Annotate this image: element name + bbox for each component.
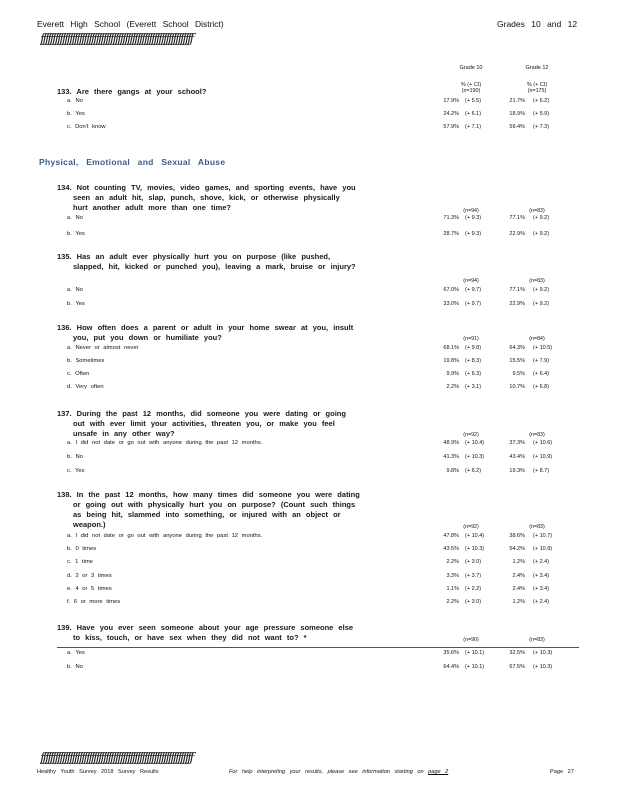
grade10-ci: (+ 5.5) [465, 98, 482, 104]
grade12-percent: 1.2% [512, 559, 525, 566]
grade12-percent: 10.7% [509, 384, 525, 390]
grade12-percent: 2.4% [512, 585, 525, 592]
grade12-ci: (+ 7.9) [533, 358, 550, 364]
footer-page-number: Page 27 [550, 769, 574, 775]
q138-line-4: weapon.) [73, 520, 106, 529]
grade10-ci: (+ 9.3) [465, 215, 482, 221]
q136-line-2: you, put you down or humiliate you? [73, 333, 222, 342]
answer-option-label: b. No [67, 664, 83, 670]
grade12-ci: (+ 10.9) [533, 546, 553, 553]
q138-line-2: or going out with physically hurt you on purpose? (Count such things [73, 500, 356, 509]
grade12-ci: (+ 2.4) [533, 559, 550, 566]
grade12-ci-label: % (+ CI) [526, 82, 548, 88]
grade10-column-header: Grade 10 [459, 65, 483, 71]
grade12-ci: (+ 7.3) [533, 124, 550, 130]
footer-survey-title: Healthy Youth Survey 2018 Survey Results [37, 769, 159, 775]
grade12-percent: 22.9% [509, 301, 525, 307]
answer-option-label: a. Never or almost never [67, 345, 139, 351]
grade10-ci: (+ 10.3) [465, 546, 485, 553]
grade12-ci: (+ 6.2) [533, 98, 550, 104]
grade10-ci: (+ 10.1) [465, 650, 485, 656]
q139-line-2: to kiss, touch, or have sex when they did not want to? * [73, 633, 307, 642]
footer-help-text [229, 769, 448, 775]
q138-line-3: as being hit, slammed into something, or injured with an object or [73, 510, 341, 519]
grade10-percent: 48.9% [443, 440, 459, 446]
q138-line-1: 138. In the past 12 months, how many times did someone you were dating [57, 490, 360, 499]
grade10-percent: 33.0% [443, 301, 459, 307]
grades-label: Grades 10 and 12 [497, 19, 578, 29]
section-title: Physical, Emotional and Sexual Abuse [39, 157, 226, 167]
grade10-ci: (+ 6.2) [465, 468, 482, 474]
grade12-percent: 21.7% [509, 98, 525, 104]
grade10-ci: (+ 9.8) [465, 345, 482, 351]
q135-n-grade12: (n=83) [529, 278, 545, 284]
q133-n-grade12: (n=175) [527, 88, 547, 94]
q134-line-3: hurt another adult more than one time? [73, 203, 232, 212]
grade10-percent: 2.2% [446, 559, 459, 566]
grade10-percent: 9.9% [446, 371, 459, 377]
q134-line-2: seen an adult hit, slap, punch, shove, kick, or otherwise physically [73, 193, 340, 202]
q134-line-1: 134. Not counting TV, movies, video games, and sporting events, have you [57, 183, 356, 192]
answer-option-label: b. 0 times [67, 546, 97, 553]
grade10-percent: 71.3% [443, 215, 459, 221]
question-135-text [57, 252, 356, 272]
answer-option-label: c. Often [67, 371, 90, 377]
q135-line-2: slapped, hit, kicked or punched you), leaving a mark, bruise or injury? [73, 262, 356, 271]
q137-n-grade10: (n=92) [463, 432, 479, 438]
grade12-ci: (+ 10.9) [533, 454, 553, 460]
grade12-ci: (+ 8.7) [533, 468, 550, 474]
grade12-percent: 1.2% [512, 599, 525, 605]
answer-option-label: c. Yes [67, 468, 85, 474]
answer-option-label: c. 1 time [67, 559, 93, 566]
answer-option-label: c. Don't know [67, 124, 106, 130]
grade12-ci: (+ 2.4) [533, 599, 550, 605]
grade12-ci: (+ 6.4) [533, 371, 550, 377]
q136-n-grade10: (n=91) [463, 336, 479, 342]
question-133-text: 133. Are there gangs at your school? [57, 87, 207, 96]
grade12-percent: 22.9% [509, 231, 525, 237]
grade10-ci: (+ 2.2) [465, 585, 482, 592]
grade10-ci: (+ 3.7) [465, 572, 482, 579]
grade10-percent: 35.6% [443, 650, 459, 656]
grade10-ci: (+ 3.0) [465, 559, 482, 566]
q137-line-2: out with ever limit your activities, threaten you, or make you feel [73, 419, 335, 428]
grade12-ci: (+ 3.4) [533, 585, 550, 592]
answer-option-label: d. 2 or 3 times [67, 572, 112, 579]
footer-page-link[interactable]: page 2 [428, 769, 449, 775]
grade10-percent: 47.8% [443, 533, 459, 539]
grade12-percent: 2.4% [512, 572, 525, 579]
q138-n-grade12: (n=83) [529, 524, 545, 530]
grade12-percent: 67.5% [509, 664, 525, 670]
grade12-ci: (+ 10.7) [533, 533, 553, 539]
answer-option-label: a. No [67, 98, 83, 104]
grade10-ci: (+ 9.3) [465, 231, 482, 237]
answer-option-label: d. Very often [67, 384, 104, 390]
grade12-percent: 59.4% [509, 124, 525, 130]
grade12-percent: 15.5% [509, 358, 525, 364]
grade10-ci: (+ 3.1) [465, 384, 482, 390]
grade10-percent: 67.0% [443, 287, 459, 293]
grade12-ci: (+ 6.8) [533, 384, 550, 390]
grade10-percent: 1.1% [446, 585, 459, 592]
grade12-ci: (+ 9.2) [533, 231, 550, 237]
grade10-ci: (+ 8.3) [465, 358, 482, 364]
grade10-ci: (+ 10.4) [465, 533, 485, 539]
answer-option-label: a. I did not date or go out with anyone during the past 12 months. [67, 533, 263, 539]
answer-option-label: e. 4 or 5 times [67, 585, 112, 592]
q137-line-1: 137. During the past 12 months, did someone you were dating or going [57, 409, 346, 418]
grade10-percent: 64.4% [443, 664, 459, 670]
question-134-text [57, 183, 356, 213]
q136-line-1: 136. How often does a parent or adult in your home swear at you, insult [57, 323, 354, 332]
q139-divider [57, 647, 579, 648]
grade12-percent: 77.1% [509, 215, 525, 221]
grade10-ci: (+ 3.0) [465, 599, 482, 605]
answer-option-label: a. I did not date or go out with anyone during the past 12 months. [67, 440, 263, 446]
grade10-percent: 3.3% [446, 572, 459, 579]
question-139-text [57, 623, 353, 643]
grade12-ci: (+ 9.2) [533, 301, 550, 307]
grade10-percent: 28.7% [443, 231, 459, 237]
q135-n-grade10: (n=94) [463, 278, 479, 284]
q136-n-grade12: (n=84) [529, 336, 545, 342]
grade12-ci: (+ 9.2) [533, 215, 550, 221]
grade10-ci: (+ 10.3) [465, 454, 485, 460]
answer-option-label: b. No [67, 454, 83, 460]
q134-n-grade12: (n=83) [529, 208, 545, 214]
grade12-percent: 64.3% [509, 345, 525, 351]
grade10-percent: 9.8% [446, 468, 459, 474]
grade10-percent: 24.2% [443, 111, 459, 117]
question-138-text [57, 490, 360, 530]
answer-option-label: b. Yes [67, 231, 85, 237]
grade12-ci: (+ 5.9) [533, 111, 550, 117]
grade12-percent: 32.5% [509, 650, 525, 656]
grade10-percent: 2.2% [446, 599, 459, 605]
grade12-percent: 9.5% [512, 371, 525, 377]
q133-n-grade10: (n=190) [461, 88, 481, 94]
grade10-percent: 43.5% [443, 546, 459, 553]
grade12-ci: (+ 9.2) [533, 287, 550, 293]
grade12-percent: 37.3% [509, 440, 525, 446]
grade12-percent: 77.1% [509, 287, 525, 293]
grade12-ci: (+ 10.5) [533, 345, 553, 351]
grade10-ci: (+ 9.7) [465, 287, 482, 293]
grade10-percent: 68.1% [443, 345, 459, 351]
footer-ornament-rule: ƒƒƒƒƒƒƒƒƒƒƒƒƒƒƒƒƒƒƒƒƒƒƒƒƒƒƒƒƒƒƒƒƒƒƒƒƒƒƒƒƒƒƒƒƒƒƒƒƒƒƒƒƒƒƒƒƒƒƒƒƒƒƒ [40, 751, 192, 766]
answer-option-label: b. Sometimes [67, 358, 105, 364]
grade10-percent: 17.9% [443, 98, 459, 104]
grade12-percent: 38.6% [509, 533, 525, 539]
grade12-percent: 54.2% [509, 546, 525, 553]
grade12-column-header: Grade 12 [525, 65, 549, 71]
q137-n-grade12: (n=83) [529, 432, 545, 438]
q139-n-grade10: (n=90) [463, 637, 479, 643]
header-ornament-rule: ƒƒƒƒƒƒƒƒƒƒƒƒƒƒƒƒƒƒƒƒƒƒƒƒƒƒƒƒƒƒƒƒƒƒƒƒƒƒƒƒƒƒƒƒƒƒƒƒƒƒƒƒƒƒƒƒƒƒƒƒƒƒƒ [40, 32, 192, 47]
grade10-ci-label: % (+ CI) [460, 82, 482, 88]
q138-n-grade10: (n=92) [463, 524, 479, 530]
grade10-percent: 19.8% [443, 358, 459, 364]
grade10-percent: 57.9% [443, 124, 459, 130]
answer-option-label: b. Yes [67, 111, 85, 117]
grade12-percent: 43.4% [509, 454, 525, 460]
grade10-percent: 41.3% [443, 454, 459, 460]
grade12-percent: 18.9% [509, 111, 525, 117]
grade10-ci: (+ 6.3) [465, 371, 482, 377]
grade10-ci: (+ 10.1) [465, 664, 485, 670]
answer-option-label: a. Yes [67, 650, 85, 656]
question-137-text [57, 409, 346, 439]
school-name: Everett High School (Everett School District) [37, 19, 224, 29]
q139-n-grade12: (n=83) [529, 637, 545, 643]
q134-n-grade10: (n=94) [463, 208, 479, 214]
answer-option-label: a. No [67, 215, 83, 221]
q135-line-1: 135. Has an adult ever physically hurt you on purpose (like pushed, [57, 252, 331, 261]
answer-option-label: f. 6 or more times [67, 599, 121, 605]
grade10-ci: (+ 10.4) [465, 440, 485, 446]
grade10-ci: (+ 7.1) [465, 124, 482, 130]
grade10-percent: 2.2% [446, 384, 459, 390]
grade12-ci: (+ 10.6) [533, 440, 553, 446]
answer-option-label: a. No [67, 287, 83, 293]
grade12-percent: 19.3% [509, 468, 525, 474]
question-136-text [57, 323, 353, 343]
grade12-ci: (+ 10.3) [533, 664, 553, 670]
grade10-ci: (+ 9.7) [465, 301, 482, 307]
grade12-ci: (+ 10.3) [533, 650, 553, 656]
footer-help-prefix: For help interpreting your results, please see information starting on [229, 769, 424, 775]
q139-line-1: 139. Have you ever seen someone about your age pressure someone else [57, 623, 354, 632]
grade12-ci: (+ 3.4) [533, 572, 550, 579]
q137-line-3: unsafe in any other way? [73, 429, 175, 438]
answer-option-label: b. Yes [67, 301, 85, 307]
grade10-ci: (+ 6.1) [465, 111, 482, 117]
